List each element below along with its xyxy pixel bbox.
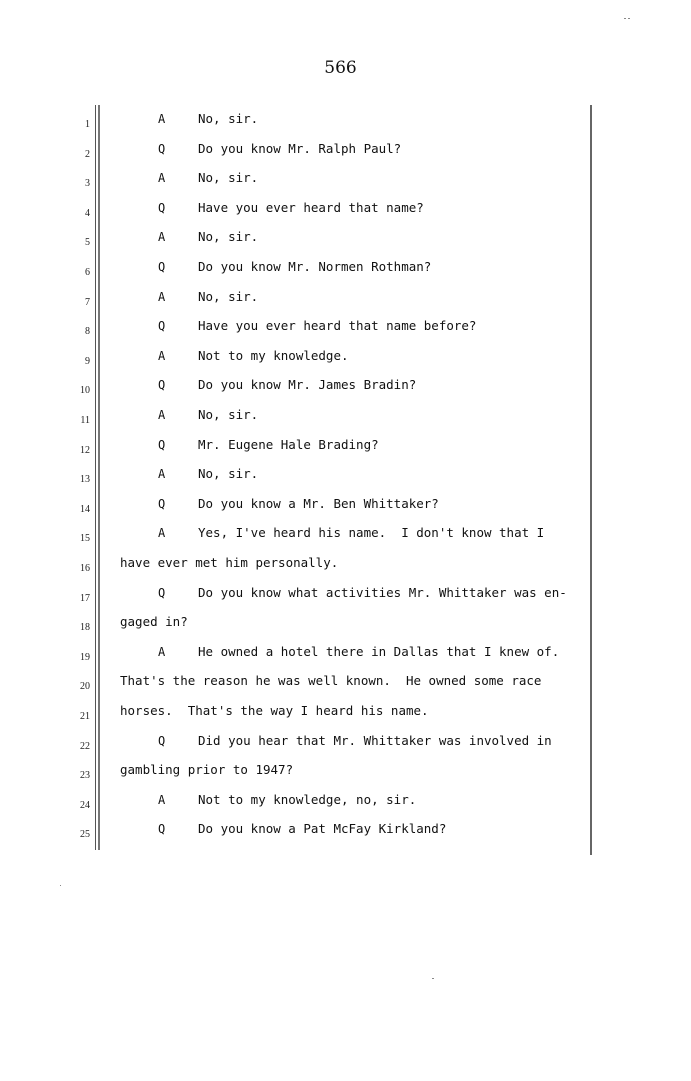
- line-number: 7: [85, 296, 90, 308]
- line-number: 20: [80, 681, 90, 693]
- line-number: 24: [80, 799, 90, 811]
- line-number: 23: [80, 770, 90, 782]
- speaker-label: Q: [158, 141, 166, 156]
- transcript-line-continuation: That's the reason he was well known. He owned some race: [120, 673, 542, 689]
- line-number: 9: [85, 355, 90, 367]
- speaker-label: Q: [158, 260, 166, 274]
- transcript-line: Do you know Mr. James Bradin?: [198, 377, 417, 393]
- transcript-line: No, sir.: [198, 229, 259, 245]
- line-number: 14: [80, 503, 90, 515]
- line-number: 2: [85, 148, 90, 160]
- speaker-label: A: [158, 792, 166, 807]
- speaker-label: A: [158, 289, 166, 304]
- line-number: 25: [80, 829, 90, 841]
- transcript-line: Did you hear that Mr. Whittaker was involved in: [198, 732, 552, 748]
- speaker-label: A: [158, 112, 166, 126]
- transcript-line: Yes, I've heard his name. I don't know that I: [198, 525, 545, 541]
- right-margin-rule: [590, 105, 592, 855]
- speaker-label: Q: [158, 733, 166, 748]
- speaker-label: Q: [158, 319, 166, 334]
- line-number: 3: [85, 178, 90, 190]
- page-number: 566: [324, 58, 357, 78]
- transcript-line: Do you know Mr. Normen Rothman?: [198, 259, 432, 274]
- speaker-label: A: [158, 348, 166, 363]
- speaker-label: A: [158, 526, 166, 541]
- transcript-line: Do you know Mr. Ralph Paul?: [198, 140, 402, 156]
- left-margin-rule-double: [98, 105, 100, 850]
- speaker-label: A: [158, 408, 166, 422]
- line-number: 6: [85, 267, 90, 278]
- transcript-line: Mr. Eugene Hale Brading?: [198, 436, 379, 452]
- transcript-line: Do you know what activities Mr. Whittaker was en-: [198, 584, 567, 600]
- line-number: 10: [80, 385, 90, 397]
- transcript-line-continuation: have ever met him personally.: [120, 555, 339, 570]
- speaker-label: Q: [158, 822, 166, 837]
- speaker-label: A: [158, 644, 166, 659]
- line-number: 12: [80, 444, 90, 456]
- speaker-label: Q: [158, 437, 166, 452]
- line-number: 22: [80, 740, 90, 752]
- transcript-line: He owned a hotel there in Dallas that I knew of.: [198, 643, 560, 659]
- line-number: 17: [80, 592, 90, 604]
- line-number: 13: [80, 474, 90, 486]
- line-number: 8: [85, 326, 90, 338]
- line-number: 4: [85, 207, 90, 219]
- line-number: 1: [85, 119, 90, 130]
- transcript-line-continuation: gambling prior to 1947?: [120, 762, 294, 778]
- left-margin-rule: [95, 105, 96, 850]
- transcript-line: No, sir.: [198, 288, 259, 304]
- speaker-label: Q: [158, 200, 166, 215]
- speaker-label: Q: [158, 496, 166, 511]
- speaker-label: A: [158, 171, 166, 186]
- scan-speck: [628, 18, 630, 19]
- speaker-label: Q: [158, 378, 166, 393]
- transcript-line-continuation: gaged in?: [120, 614, 188, 630]
- transcript-line: Do you know a Mr. Ben Whittaker?: [198, 495, 439, 511]
- line-number: 15: [80, 533, 90, 545]
- line-number: 21: [80, 711, 90, 722]
- line-number: 11: [80, 415, 90, 426]
- transcript-line: Not to my knowledge, no, sir.: [198, 791, 417, 807]
- transcript-line: No, sir.: [198, 466, 259, 482]
- transcript-line-continuation: horses. That's the way I heard his name.: [120, 703, 429, 718]
- transcript-line: No, sir.: [198, 407, 259, 422]
- speaker-label: A: [158, 467, 166, 482]
- line-number: 16: [80, 563, 90, 574]
- transcript-line: Do you know a Pat McFay Kirkland?: [198, 821, 447, 837]
- transcript-line: Have you ever heard that name?: [198, 199, 424, 215]
- scan-speck: [624, 18, 626, 19]
- line-number: 18: [80, 622, 90, 634]
- speaker-label: A: [158, 230, 166, 245]
- transcript-line: Not to my knowledge.: [198, 347, 349, 363]
- transcript-line: No, sir.: [198, 170, 259, 186]
- speaker-label: Q: [158, 585, 166, 600]
- line-number: 5: [85, 237, 90, 249]
- scan-speck: [432, 978, 434, 979]
- transcript-line: Have you ever heard that name before?: [198, 318, 477, 334]
- line-number: 19: [80, 651, 90, 663]
- transcript-line: No, sir.: [198, 111, 259, 126]
- scan-speck: [60, 885, 61, 886]
